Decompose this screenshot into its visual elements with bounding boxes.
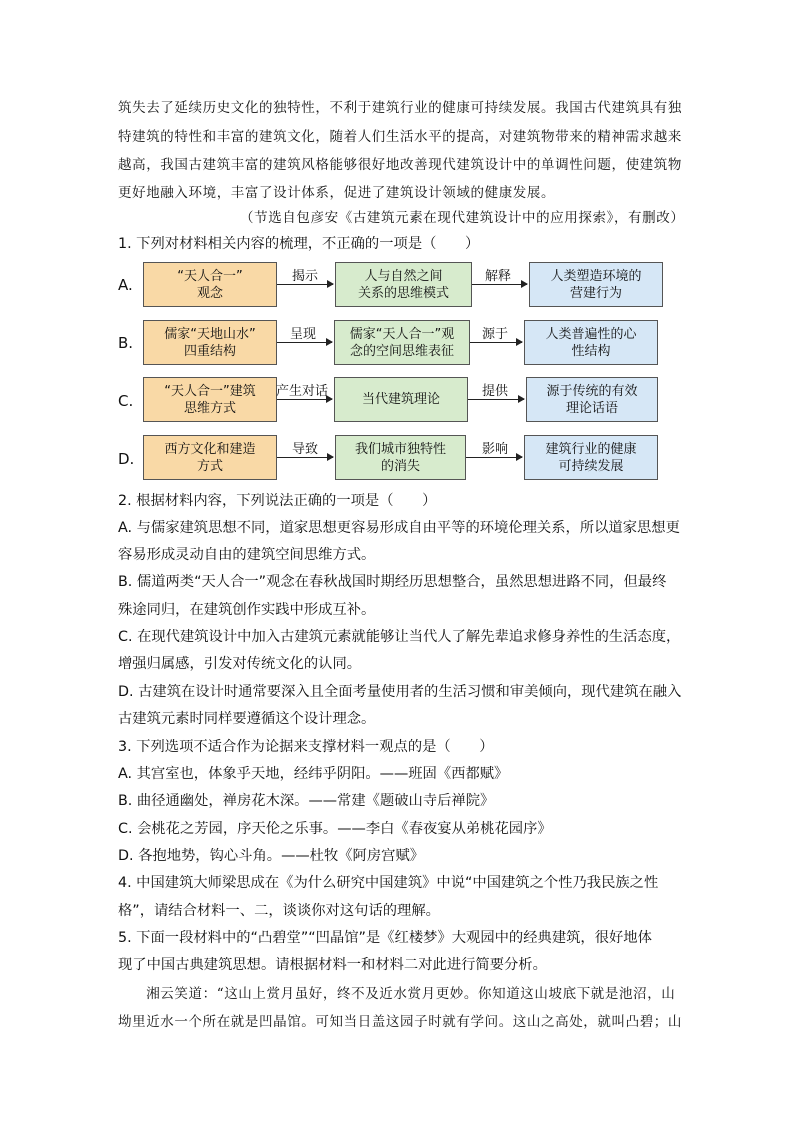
q1-a-box-3: 人类塑造环境的 营建行为 bbox=[529, 262, 663, 307]
option-text: 增强归属感，引发对传统文化的认同。 bbox=[118, 656, 362, 672]
option-text: C. 会桃花之芳园，序天伦之乐事。——李白《春夜宴从弟桃花园序》 bbox=[118, 821, 552, 837]
q1-a-box-2: 人与自然之间 关系的思维模式 bbox=[335, 262, 472, 307]
arrow-label: 呈现 bbox=[290, 327, 317, 342]
passage-line: 越高，我国古建筑丰富的建筑风格能够很好地改善现代建筑设计中的单调性问题，使建筑物 bbox=[118, 157, 682, 173]
option-text: A. 与儒家建筑思想不同，道家思想更容易形成自由平等的环境伦理关系，所以道家思想更 bbox=[118, 520, 680, 536]
passage-line: 特建筑的特性和丰富的建筑文化，随着人们生活水平的提高，对建筑物带来的精神需求越来 bbox=[118, 129, 682, 145]
arrow-label: 提供 bbox=[482, 384, 509, 399]
q1-c-box-1: “天人合一”建筑 思维方式 bbox=[143, 377, 277, 422]
option-text: 容易形成灵动自由的建筑空间思维方式。 bbox=[118, 547, 376, 563]
option-d-letter: D. bbox=[118, 450, 135, 468]
source-citation: （节选自包彦安《古建筑元素在现代建筑设计中的应用探索》，有删改） bbox=[240, 210, 685, 226]
arrow-label: 导致 bbox=[292, 442, 319, 457]
option-a-letter: A. bbox=[118, 276, 133, 294]
q1-c-box-3: 源于传统的有效 理论话语 bbox=[526, 377, 658, 422]
option-text: B. 曲径通幽处，禅房花木深。——常建《题破山寺后禅院》 bbox=[118, 793, 495, 809]
q1-c-box-2: 当代建筑理论 bbox=[334, 377, 468, 422]
question-1-stem: 1. 下列对材料相关内容的梳理，不正确的一项是（ ） bbox=[118, 236, 480, 252]
arrow-label: 揭示 bbox=[292, 269, 319, 284]
arrow-label: 解释 bbox=[485, 269, 512, 284]
arrow bbox=[277, 342, 332, 343]
option-text: B. 儒道两类“天人合一”观念在春秋战国时期经历思想整合，虽然思想进路不同，但最终 bbox=[118, 574, 667, 590]
option-c-letter: C. bbox=[118, 392, 134, 410]
option-text: C. 在现代建筑设计中加入古建筑元素就能够让当代人了解先辈追求修身养性的生活态度， bbox=[118, 629, 681, 645]
arrow bbox=[277, 284, 333, 285]
option-text: D. 各抱地势，钩心斗角。——杜牧《阿房宫赋》 bbox=[118, 848, 425, 864]
option-text: 殊途同归，在建筑创作实践中形成互补。 bbox=[118, 602, 376, 618]
arrow bbox=[472, 284, 527, 285]
arrow-label: 产生对话 bbox=[276, 384, 329, 399]
q1-a-box-1: “天人合一” 观念 bbox=[143, 262, 277, 307]
question-4-stem: 4. 中国建筑大师梁思成在《为什么研究中国建筑》中说“中国建筑之个性乃我民族之性 bbox=[118, 875, 659, 891]
q1-d-box-1: 西方文化和建造 方式 bbox=[143, 435, 277, 480]
q1-b-box-1: 儒家“天地山水” 四重结构 bbox=[143, 320, 277, 365]
arrow-label: 源于 bbox=[482, 327, 509, 342]
q1-b-box-3: 人类普遍性的心 性结构 bbox=[524, 320, 658, 365]
question-4-stem-cont: 格”，请结合材料一、二，谈谈你对这句话的理解。 bbox=[118, 903, 440, 919]
option-text: D. 古建筑在设计时通常要深入且全面考量使用者的生活习惯和审美倾向，现代建筑在融入 bbox=[118, 684, 682, 700]
arrow bbox=[277, 399, 332, 400]
question-3-stem: 3. 下列选项不适合作为论据来支撑材料一观点的是（ ） bbox=[118, 739, 494, 755]
option-text: 古建筑元素时同样要遵循这个设计理念。 bbox=[118, 711, 376, 727]
q1-b-box-2: 儒家“天人合一”观 念的空间思维表征 bbox=[334, 320, 470, 365]
arrow bbox=[466, 457, 522, 458]
passage-line: 筑失去了延续历史文化的独特性，不利于建筑行业的健康可持续发展。我国古代建筑具有独 bbox=[118, 100, 682, 116]
option-text: A. 其宫室也，体象乎天地，经纬乎阴阳。——班固《西都赋》 bbox=[118, 766, 509, 782]
arrow-label: 影响 bbox=[482, 442, 509, 457]
q1-d-box-2: 我们城市独特性 的消失 bbox=[335, 435, 466, 480]
arrow bbox=[470, 342, 522, 343]
question-5-stem-cont: 现了中国古典建筑思想。请根据材料一和材料二对此进行简要分析。 bbox=[118, 957, 547, 973]
q1-d-box-3: 建筑行业的健康 可持续发展 bbox=[524, 435, 658, 480]
option-b-letter: B. bbox=[118, 334, 134, 352]
arrow bbox=[468, 399, 524, 400]
passage-line: 湘云笑道：“这山上赏月虽好，终不及近水赏月更妙。你知道这山坡底下就是池沼，山 bbox=[118, 986, 676, 1002]
arrow bbox=[277, 457, 333, 458]
passage-line: 更好地融入环境，丰富了设计体系，促进了建筑设计领域的健康发展。 bbox=[118, 185, 556, 201]
passage-line: 坳里近水一个所在就是凹晶馆。可知当日盖这园子时就有学问。这山之高处，就叫凸碧；山 bbox=[118, 1014, 682, 1030]
question-5-stem: 5. 下面一段材料中的“凸碧堂”“凹晶馆”是《红楼梦》大观园中的经典建筑，很好地体 bbox=[118, 930, 652, 946]
question-2-stem: 2. 根据材料内容，下列说法正确的一项是（ ） bbox=[118, 493, 437, 509]
